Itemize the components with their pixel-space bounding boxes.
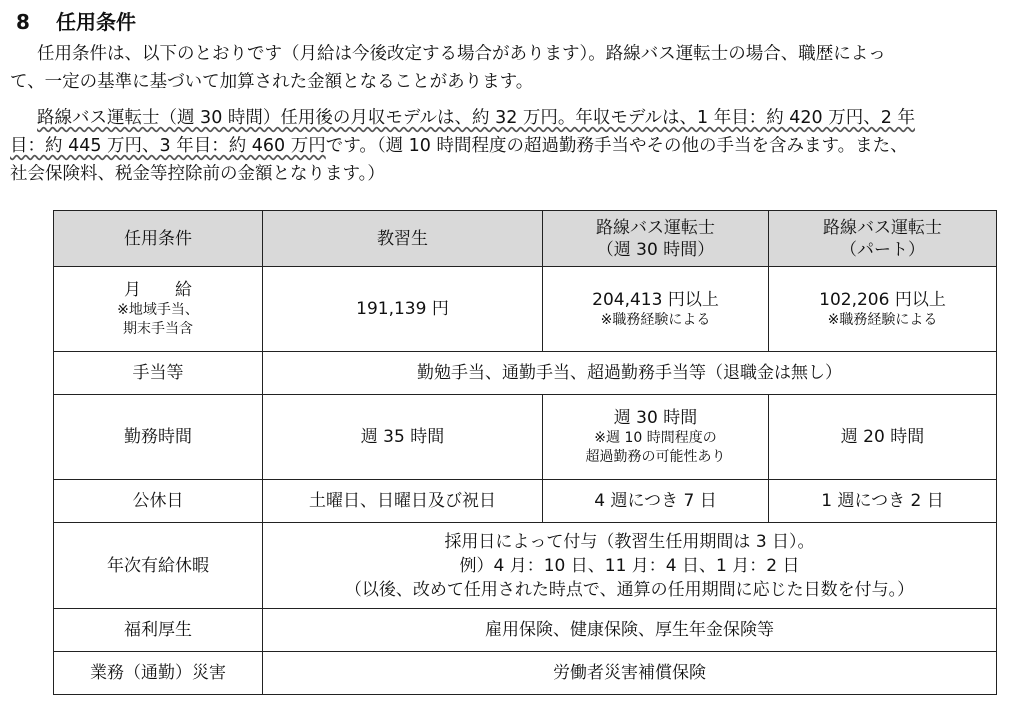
table-row-allowance [54, 352, 997, 395]
row-label-annual-leave: 年次有給休暇 [54, 523, 263, 609]
salary-driver-30h: 204,413 円以上 ※職務経験による [543, 267, 769, 352]
paragraph-2-line-1 [10, 104, 1020, 132]
conditions-table [53, 210, 997, 695]
table-header-row [54, 211, 997, 267]
welfare-value: 雇用保険、健康保険、厚生年金保険等 [263, 609, 997, 652]
salary-driver-part: 102,206 円以上 ※職務経験による [769, 267, 997, 352]
holidays-driver-part: 1 週につき 2 日 [769, 480, 997, 523]
table-row-accident [54, 652, 997, 695]
holidays-driver-30h: 4 週につき 7 日 [543, 480, 769, 523]
paragraph-2-line-2: 目：約 445 万円、3 年目：約 460 万円です。（週 10 時間程度の超過勤務手当やその他の手当を含みます。また、 [10, 136, 908, 156]
table-row-hours [54, 395, 997, 480]
underlined-annual-model: 目：約 445 万円、3 年目：約 460 万円 [10, 136, 326, 156]
underlined-salary-model: 路線バス運転士（週 30 時間）任用後の月収モデルは、約 32 万円。年収モデルは、1 年目：約 420 万円、2 年 [37, 108, 915, 128]
row-label-hours: 勤務時間 [54, 395, 263, 480]
hours-trainee: 週 35 時間 [263, 395, 543, 480]
row-label-accident: 業務（通勤）災害 [54, 652, 263, 695]
section-heading [16, 8, 136, 36]
header-conditions: 任用条件 [54, 211, 263, 267]
table-row-holidays [54, 480, 997, 523]
annual-leave-value: 採用日によって付与（教習生任用期間は 3 日）。 例）4 月：10 日、11 月：4 日、1 月：2 日 （以後、改めて任用された時点で、通算の任用期間に応じた日数を付与。） [263, 523, 997, 609]
row-label-welfare: 福利厚生 [54, 609, 263, 652]
section-number: 8 [16, 10, 30, 34]
allowance-value: 勤勉手当、通勤手当、超過勤務手当等（退職金は無し） [263, 352, 997, 395]
header-driver-30h: 路線バス運転士 （週 30 時間） [543, 211, 769, 267]
row-label-allowance: 手当等 [54, 352, 263, 395]
holidays-trainee: 土曜日、日曜日及び祝日 [263, 480, 543, 523]
paragraph-2-line-3: 社会保険料、税金等控除前の金額となります。） [10, 164, 385, 184]
table-row-welfare [54, 609, 997, 652]
row-label-holidays: 公休日 [54, 480, 263, 523]
header-driver-part: 路線バス運転士 （パート） [769, 211, 997, 267]
hours-driver-30h: 週 30 時間 ※週 10 時間程度の 超過勤務の可能性あり [543, 395, 769, 480]
row-label-salary: 月 給 ※地域手当、 期末手当含 [54, 267, 263, 352]
paragraph-1-line-2: て、一定の基準に基づいて加算された金額となることがあります。 [10, 72, 534, 92]
paragraph-1-line-1: 任用条件は、以下のとおりです（月給は今後改定する場合があります）。路線バス運転士の場合、職歴によっ [37, 44, 886, 64]
section-title: 任用条件 [56, 10, 136, 34]
hours-driver-part: 週 20 時間 [769, 395, 997, 480]
salary-trainee: 191,139 円 [263, 267, 543, 352]
table-row-annual-leave [54, 523, 997, 609]
table-row-salary [54, 267, 997, 352]
accident-value: 労働者災害補償保険 [263, 652, 997, 695]
header-trainee: 教習生 [263, 211, 543, 267]
